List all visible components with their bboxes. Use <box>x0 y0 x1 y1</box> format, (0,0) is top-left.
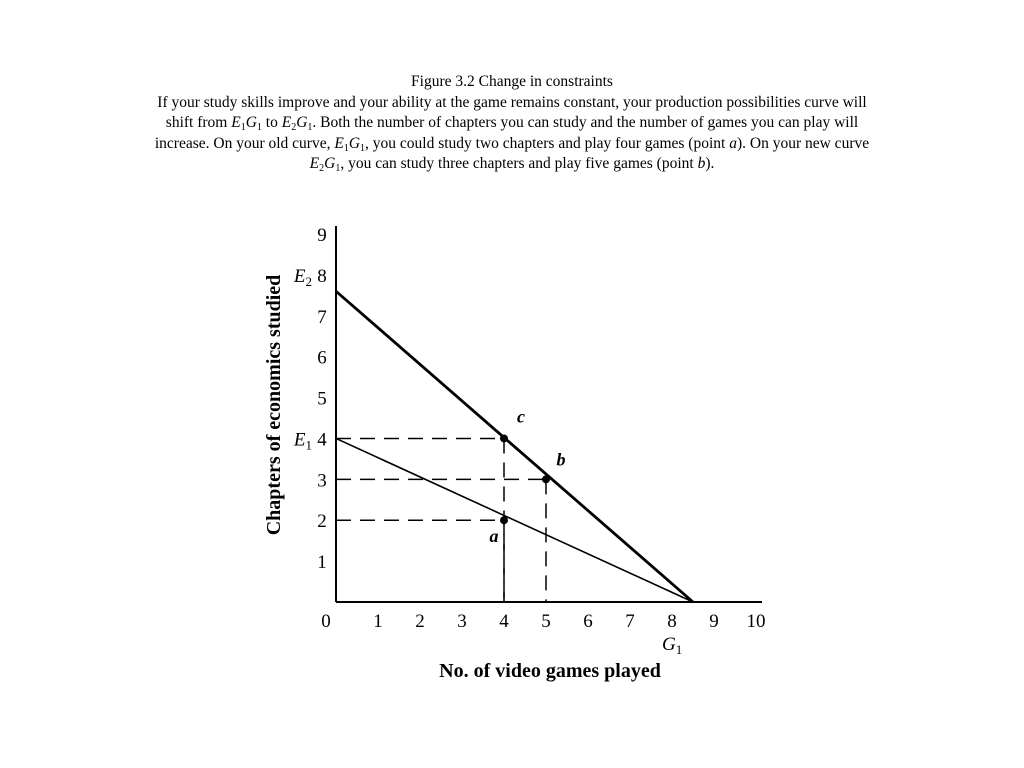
caption-sub: 1 <box>343 142 349 154</box>
caption-text: ). On your new curve <box>736 134 870 152</box>
x-axis-title: No. of video games played <box>439 660 661 682</box>
caption-title: Figure 3.2 Change in constraints <box>411 73 613 90</box>
caption-text: , you could study two chapters and play four games (point <box>365 134 730 152</box>
g1-label: $G_1$ <box>662 634 683 657</box>
caption-sub: 2 <box>291 122 297 133</box>
x-tick-label: 1 <box>373 611 383 632</box>
caption-var: a <box>729 134 737 152</box>
x-tick-label: 5 <box>541 611 551 632</box>
e2-label: $E_2$ <box>293 265 312 289</box>
ppf-curve-line <box>336 291 693 602</box>
x-tick-label: 6 <box>583 611 593 632</box>
caption-var: G <box>324 155 336 172</box>
y-axis-title: Chapters of economics studied <box>263 274 285 536</box>
y-tick-label: 7 <box>317 306 327 328</box>
caption-var: b <box>697 155 706 172</box>
caption-var: G <box>348 134 361 152</box>
caption-sub: 1 <box>307 122 313 133</box>
y-tick-label: 4 <box>317 429 327 451</box>
caption-var: E <box>231 114 241 131</box>
point-c-label: c <box>517 406 525 427</box>
y-tick-label: 3 <box>317 470 327 492</box>
y-tick-label: 9 <box>317 225 327 246</box>
caption-var: E <box>309 155 320 172</box>
y-tick-label: 6 <box>317 347 327 369</box>
point-a-label: a <box>489 526 499 547</box>
point-a-marker <box>500 516 508 524</box>
caption-text: If your study skills improve and your ability at the game remains constant, your production possibilities curve will shift from <box>157 93 867 131</box>
x-tick-label: 0 <box>321 611 331 632</box>
caption-sub: 1 <box>256 122 262 133</box>
y-tick-label: 8 <box>317 265 327 287</box>
point-b-marker <box>542 475 550 483</box>
caption-text: to <box>261 114 282 131</box>
caption-text: ). <box>705 155 715 172</box>
x-tick-label: 2 <box>415 611 425 632</box>
caption-sub: 1 <box>360 142 366 154</box>
y-tick-label: 2 <box>317 511 327 533</box>
x-tick-label: 8 <box>667 611 677 632</box>
caption-sub: 1 <box>240 122 246 133</box>
caption-var: E <box>334 134 344 152</box>
x-tick-label: 7 <box>625 611 635 632</box>
x-tick-label: 4 <box>499 611 509 632</box>
point-b-label: b <box>556 449 566 470</box>
x-tick-label: 10 <box>746 611 766 632</box>
x-tick-label: 9 <box>709 611 719 632</box>
caption-var: G <box>296 114 308 131</box>
y-tick-label: 5 <box>317 388 327 410</box>
caption-var: E <box>281 114 292 131</box>
caption-var: G <box>245 114 257 131</box>
e1-label: $E_1$ <box>293 429 312 453</box>
x-tick-label: 3 <box>457 611 467 632</box>
caption-text: , you can study three chapters and play five games (point <box>340 155 698 172</box>
caption-sub: 2 <box>319 163 325 174</box>
point-c-marker <box>500 434 508 442</box>
y-tick-label: 1 <box>317 552 327 574</box>
caption-text: . Both the number of chapters you can study and the number of games you can play will increase. On your old curve, <box>154 114 859 152</box>
caption-sub: 1 <box>335 163 341 174</box>
